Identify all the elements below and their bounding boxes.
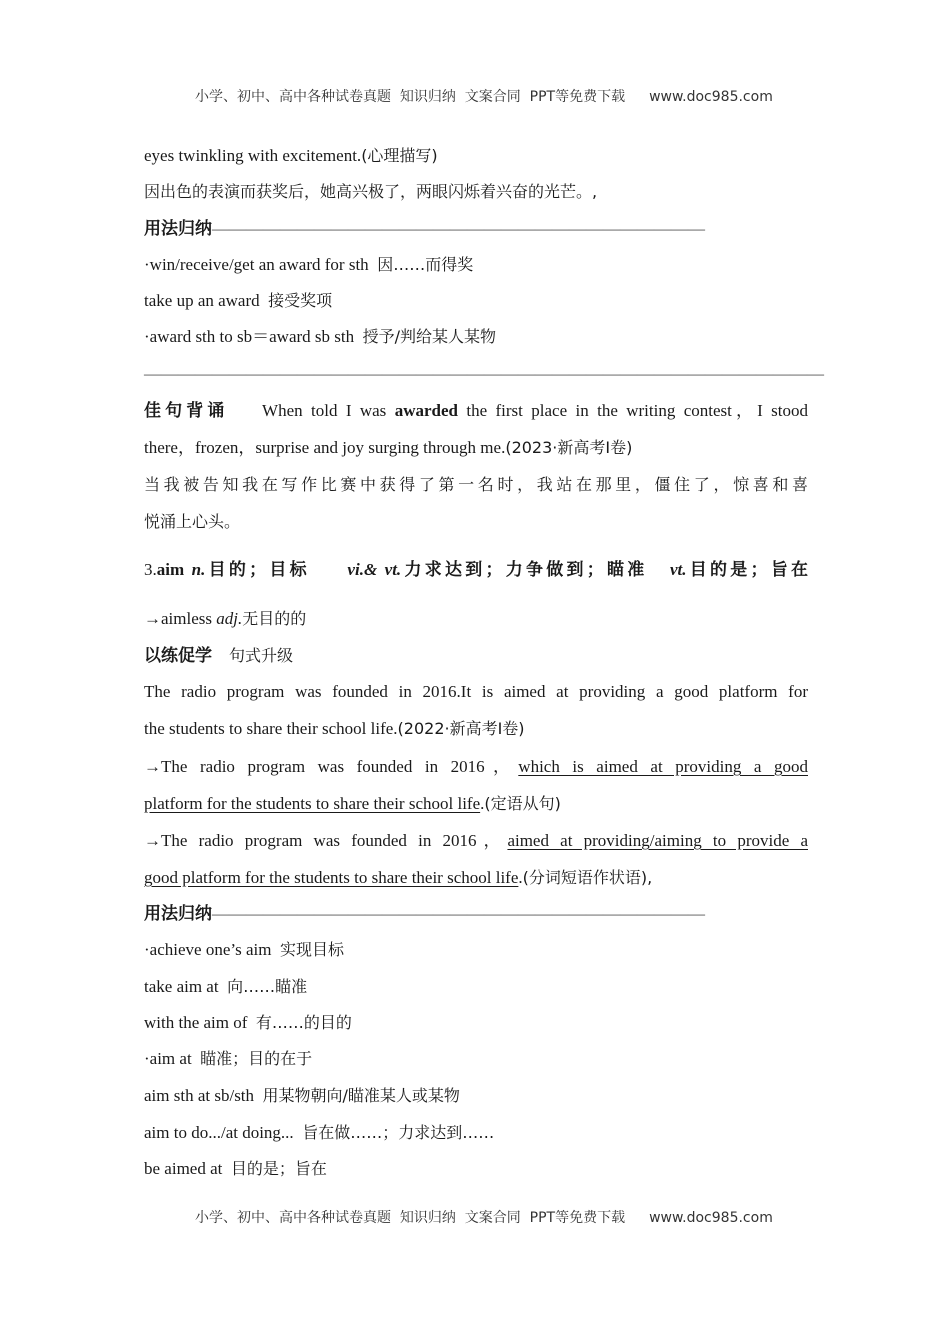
usage-cn: 瞄准；目的在于: [200, 1049, 313, 1068]
section-divider: ————————————————————————————————————————: [144, 364, 824, 383]
header-url[interactable]: www.doc985.com: [649, 89, 773, 105]
usage-title: 用法归纳: [144, 219, 212, 239]
usage-cn: 旨在做……；力求达到……: [302, 1123, 495, 1142]
answer-underlined: aimed at providing/aiming to provide a: [507, 831, 808, 850]
practice-heading: [144, 645, 808, 667]
usage-dash-rule: —————————————————————————————: [212, 904, 705, 923]
answer-tag: (分词短语作状语),: [522, 868, 653, 887]
usage-en: ·award sth to sb＝award sb sth: [144, 327, 355, 346]
sentence-line-1: [144, 400, 808, 422]
aim-usage-item: [144, 1012, 808, 1034]
example-tag: (心理描写): [361, 146, 438, 165]
sentence-text: When told I was: [262, 401, 395, 420]
answer-text: →The radio program was founded in 2016，: [144, 757, 519, 776]
aim-usage-item: [144, 1158, 808, 1180]
entry-meaning: 力求达到；力争做到；瞄准: [401, 560, 648, 580]
award-example-en: [144, 145, 808, 167]
usage-en: aim to do.../at doing...: [144, 1123, 294, 1142]
aim-usage-item: [144, 1122, 808, 1144]
usage-en: ·win/receive/get an award for sth: [144, 255, 369, 274]
question-source: (2022·新高考Ⅰ卷): [397, 719, 525, 738]
sentence-text: there，frozen，surprise and joy surging through me.: [144, 438, 506, 457]
usage-cn: 目的是；旨在: [230, 1159, 327, 1178]
answer-underlined: good platform for the students to share their school life: [144, 868, 519, 887]
usage-en: aim sth at sb/sth: [144, 1086, 255, 1105]
usage-cn: 用某物朝向/瞄准某人或某物: [262, 1086, 460, 1105]
usage-en: be aimed at: [144, 1159, 223, 1178]
answer-text: →The radio program was founded in 2016，: [144, 831, 508, 850]
award-usage-item: [144, 254, 808, 276]
page-header: [0, 70, 950, 122]
practice-question-2: [144, 718, 808, 740]
entry-number: 3.: [144, 560, 157, 579]
usage-en: with the aim of: [144, 1013, 248, 1032]
practice-subtitle: 句式升级: [229, 646, 294, 665]
practice-question-1: The radio program was founded in 2016.It is aimed at providing a good platform for: [144, 682, 808, 701]
award-usage-item: [144, 290, 808, 312]
usage-en: take up an award: [144, 291, 260, 310]
usage-en: ·achieve one’s aim: [144, 940, 272, 959]
answer-tag: (定语从句): [484, 794, 561, 813]
entry-meaning: 目的是；旨在: [686, 560, 809, 580]
award-usage-heading: [144, 218, 808, 240]
usage-cn: 向……瞄准: [227, 977, 308, 996]
entry-meaning: 目的；目标: [205, 560, 310, 580]
sentence-line-2: [144, 437, 808, 459]
sentence-translation-1: 当我被告知我在写作比赛中获得了第一名时，我站在那里，僵住了，惊喜和喜: [144, 475, 808, 494]
entry-pos: vt.: [670, 560, 687, 579]
question-text: the students to share their school life.: [144, 719, 398, 738]
sentence-translation-2: 悦涌上心头。: [144, 512, 241, 531]
aim-usage-item: [144, 1085, 808, 1107]
sentence-title: 佳句背诵: [144, 401, 229, 421]
sentence-text: the first place in the writing contest，I stood: [457, 401, 809, 420]
answer-2-line-1: [144, 830, 808, 852]
usage-en: ·aim at: [144, 1049, 192, 1068]
footer-url[interactable]: www.doc985.com: [649, 1210, 773, 1226]
entry-word: aim: [156, 560, 185, 579]
derivative-pos: adj.: [216, 609, 243, 628]
aim-usage-heading: [144, 903, 808, 925]
answer-1-line-1: [144, 756, 808, 778]
aim-derivative: [144, 608, 808, 630]
answer-text: .: [480, 794, 485, 813]
practice-title: 以练促学: [144, 646, 212, 666]
answer-text: .: [518, 868, 523, 887]
answer-underlined: which is aimed at providing a good: [518, 757, 808, 776]
usage-cn: 因……而得奖: [377, 255, 474, 274]
aim-entry-heading: [144, 559, 808, 581]
award-example-cn: 因出色的表演而获奖后，她高兴极了，两眼闪烁着兴奋的光芒。,: [144, 182, 598, 201]
usage-dash-rule: —————————————————————————————: [212, 219, 705, 238]
answer-2-line-2: [144, 867, 808, 889]
entry-pos: n.: [191, 560, 206, 579]
aim-usage-item: [144, 939, 808, 961]
aim-usage-item: [144, 976, 808, 998]
entry-pos: vi.& vt.: [347, 560, 402, 579]
usage-cn: 有……的目的: [255, 1013, 352, 1032]
page-footer: [0, 1191, 950, 1243]
usage-cn: 实现目标: [279, 940, 344, 959]
sentence-keyword: awarded: [394, 401, 458, 420]
answer-underlined: platform for the students to share their school life: [144, 794, 481, 813]
example-en-text: eyes twinkling with excitement.: [144, 146, 362, 165]
usage-cn: 接受奖项: [268, 291, 333, 310]
derivative-cn: 无目的的: [242, 609, 307, 628]
derivative-word: →aimless: [144, 609, 217, 628]
header-text: 小学、初中、高中各种试卷真题 知识归纳 文案合同 PPT等免费下载: [194, 89, 626, 105]
footer-text: 小学、初中、高中各种试卷真题 知识归纳 文案合同 PPT等免费下载: [194, 1210, 626, 1226]
usage-title: 用法归纳: [144, 904, 212, 924]
answer-1-line-2: [144, 793, 808, 815]
sentence-source: (2023·新高考Ⅰ卷): [505, 438, 633, 457]
usage-cn: 授予/判给某人某物: [362, 327, 497, 346]
usage-en: take aim at: [144, 977, 219, 996]
aim-usage-item: [144, 1048, 808, 1070]
award-usage-item: [144, 326, 808, 348]
